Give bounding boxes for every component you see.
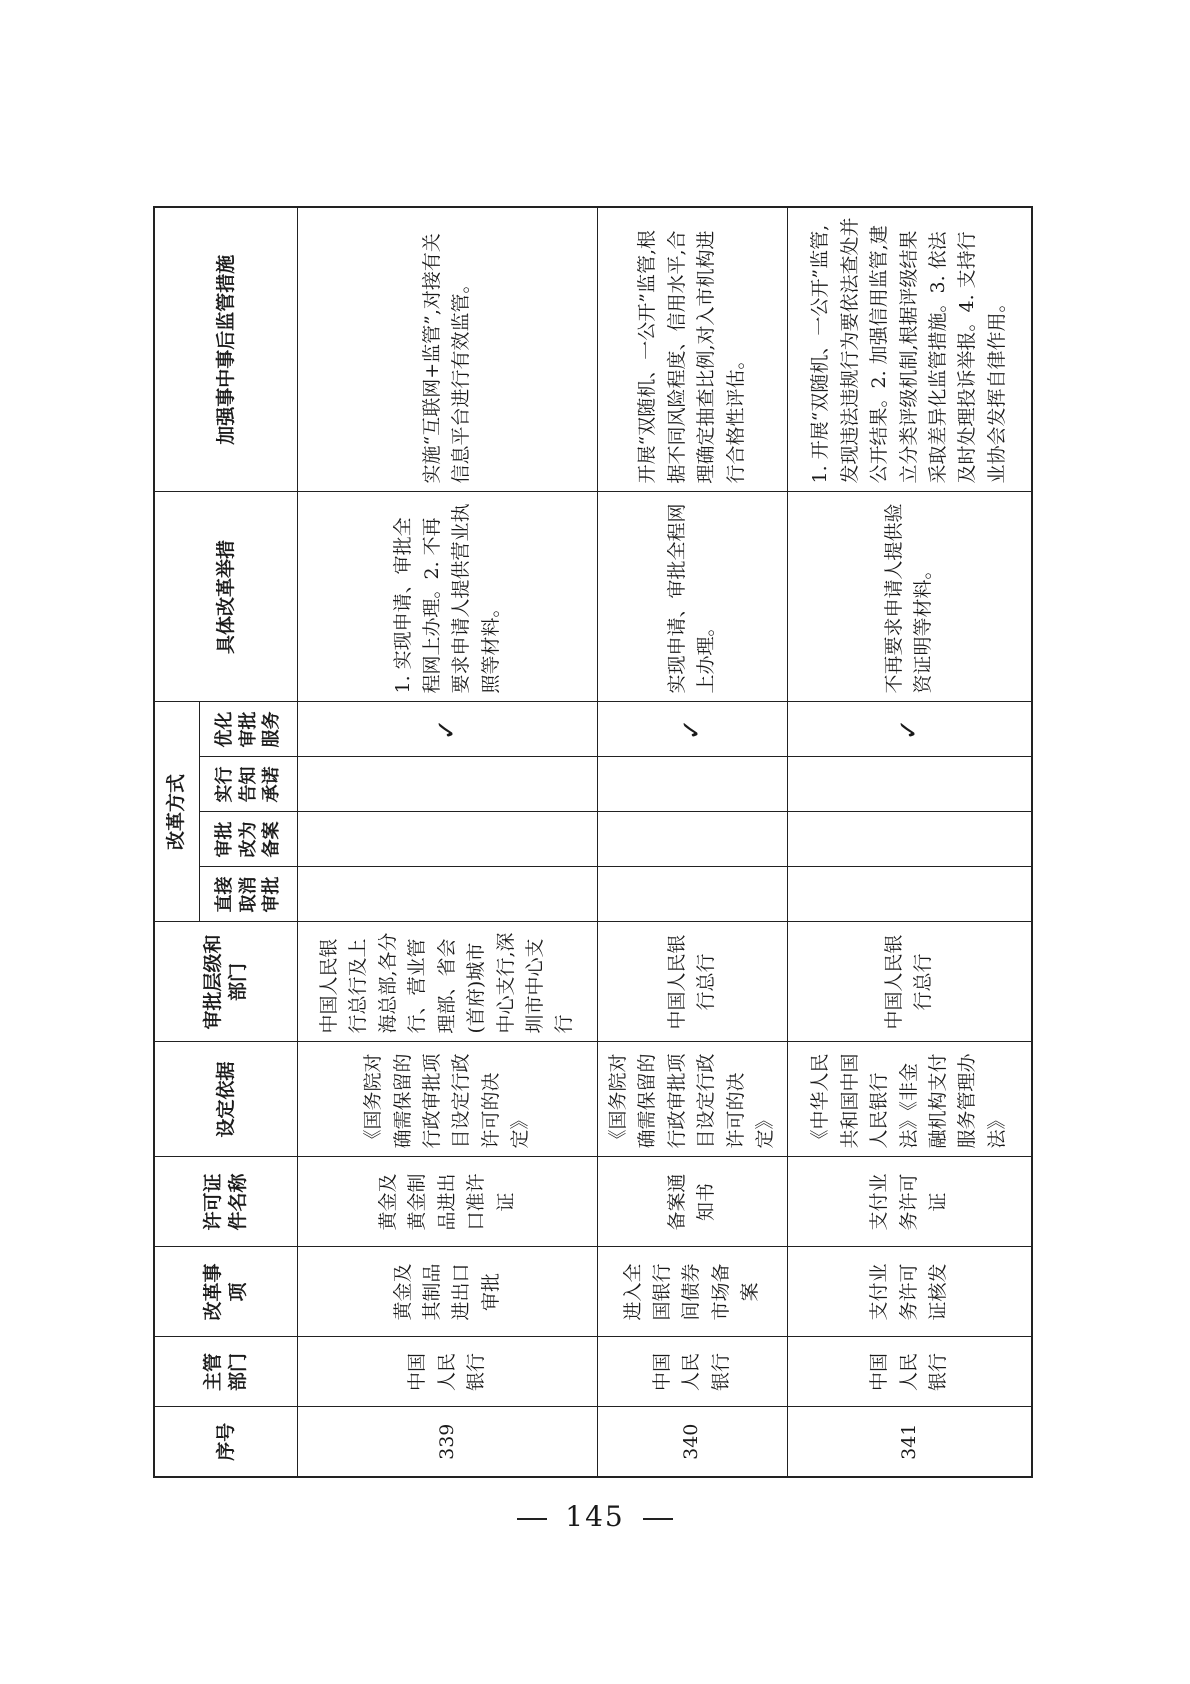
cell-item: 支付业务许可证核发: [787, 1247, 1032, 1337]
cell-basis: 《国务院对确需保留的行政审批项目设定行政许可的决定》: [597, 1042, 787, 1157]
header-m1: 直接取消审批: [199, 867, 297, 922]
header-license: 许可证件名称: [154, 1157, 297, 1247]
header-seq: 序号: [154, 1407, 297, 1477]
cell-level: 中国人民银行总行: [597, 922, 787, 1042]
page-number-text: 145: [565, 1500, 625, 1533]
header-supervision: 加强事中事后监管措施: [154, 207, 297, 492]
cell-measures: 不再要求申请人提供验资证明等材料。: [787, 492, 1032, 702]
cell-m2: [597, 812, 787, 867]
header-dept: 主管部门: [154, 1337, 297, 1407]
header-method: 改革方式: [154, 702, 199, 922]
cell-measures: 1. 实现申请、审批全程网上办理。2. 不再要求申请人提供营业执照等材料。: [297, 492, 597, 702]
cell-m2: [297, 812, 597, 867]
header-measures: 具体改革举措: [154, 492, 297, 702]
table-row: [787, 207, 1032, 1477]
cell-m4-check-icon: ✓: [297, 702, 597, 757]
dash-left: [517, 1518, 547, 1520]
cell-basis: 《国务院对确需保留的行政审批项目设定行政许可的决定》: [297, 1042, 597, 1157]
cell-m1: [787, 867, 1032, 922]
cell-level: 中国人民银行总行及上海总部,各分行、营业管理部、省会(首府)城市中心支行,深圳市中心支行: [297, 922, 597, 1042]
cell-m3: [787, 757, 1032, 812]
cell-seq: 339: [297, 1407, 597, 1477]
page-number: [0, 1500, 1190, 1533]
header-m2: 审批改为备案: [199, 812, 297, 867]
header-row: [154, 207, 199, 1477]
header-m3: 实行告知承诺: [199, 757, 297, 812]
cell-dept: 中国人民银行: [787, 1337, 1032, 1407]
cell-item: 黄金及其制品进出口审批: [297, 1247, 597, 1337]
cell-m1: [297, 867, 597, 922]
cell-level: 中国人民银行总行: [787, 922, 1032, 1042]
cell-license: 备案通知书: [597, 1157, 787, 1247]
cell-m1: [597, 867, 787, 922]
cell-basis: 《中华人民共和国中国人民银行法》《非金融机构支付服务管理办法》: [787, 1042, 1032, 1157]
cell-m3: [597, 757, 787, 812]
cell-supervision: 实施“互联网+监管”,对接有关信息平台进行有效监管。: [297, 207, 597, 492]
cell-dept: 中国人民银行: [597, 1337, 787, 1407]
table-row: [597, 207, 787, 1477]
cell-m4-check-icon: ✓: [787, 702, 1032, 757]
cell-seq: 341: [787, 1407, 1032, 1477]
cell-supervision: 1. 开展“双随机、一公开”监管,发现违法违规行为要依法查处并公开结果。2. 加强信用监管,建立分类评级机制,根据评级结果采取差异化监管措施。3. 依法及时处理投诉举报。4. 支持行业协会发挥自律作用。: [787, 207, 1032, 492]
dash-right: [643, 1518, 673, 1520]
cell-supervision: 开展“双随机、一公开”监管,根据不同风险程度、信用水平,合理确定抽查比例,对入市机构进行合格性评估。: [597, 207, 787, 492]
cell-m4-check-icon: ✓: [597, 702, 787, 757]
cell-item: 进入全国银行间债券市场备案: [597, 1247, 787, 1337]
table-row: [297, 207, 597, 1477]
cell-seq: 340: [597, 1407, 787, 1477]
cell-m3: [297, 757, 597, 812]
header-item: 改革事项: [154, 1247, 297, 1337]
header-level: 审批层级和部门: [154, 922, 297, 1042]
cell-measures: 实现申请、审批全程网上办理。: [597, 492, 787, 702]
cell-dept: 中国人民银行: [297, 1337, 597, 1407]
header-basis: 设定依据: [154, 1042, 297, 1157]
cell-license: 支付业务许可证: [787, 1157, 1032, 1247]
rotated-table-region: [153, 208, 1033, 1478]
cell-m2: [787, 812, 1032, 867]
cell-license: 黄金及黄金制品进出口准许证: [297, 1157, 597, 1247]
reform-items-table: [153, 206, 1033, 1478]
header-m4: 优化审批服务: [199, 702, 297, 757]
